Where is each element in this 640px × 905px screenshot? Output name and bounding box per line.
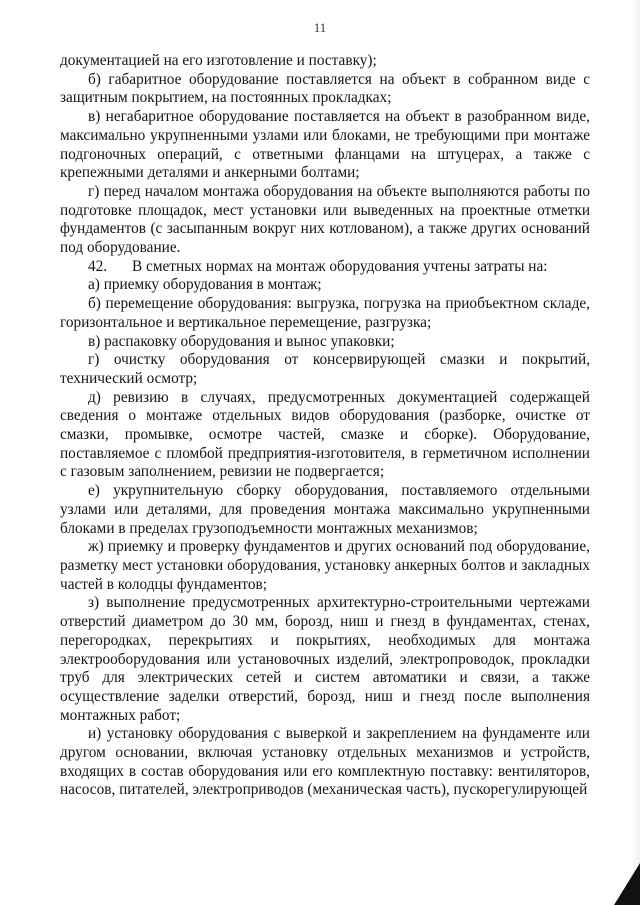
item-number: 42. bbox=[88, 257, 108, 275]
list-item-v: в) распаковку оборудования и вынос упаковки; bbox=[88, 332, 395, 350]
list-item-b: б) перемещение оборудования: выгрузка, погрузка на приобъектном складе, горизонтальное и вертикальное перемещение, разгрузка; bbox=[60, 295, 590, 331]
numbered-paragraph-text: В сметных нормах на монтаж оборудования учтены затраты на: bbox=[132, 257, 548, 275]
paragraph-b: б) габаритное оборудование поставляется на объект в собранном виде с защитным покрытием, на постоянных прокладках; bbox=[60, 70, 590, 107]
page-number: 11 bbox=[313, 20, 327, 35]
paragraph-continuation: документацией на его изготовление и поставку); bbox=[60, 52, 377, 69]
list-item-d: д) ревизию в случаях, предусмотренных документацией содержащей сведения о монтаже отдельных видов оборудования (разборке, очистке от смазки, промывке, осмотре частей, смазке и сборке). Оборудование, поставляемое с пломбой предприятия-изготовителя, в герметичном исполнении с газовым заполнением, ревизии не подвергается; bbox=[60, 388, 590, 481]
list-item-i: и) установку оборудования с выверкой и закреплением на фундаменте или другом основании, включая установку отдельных механизмов и устройств, входящих в состав оборудования или его комплектную поставку: вентиляторов, насосов, питателей, электроприводов (механическая часть), пускорегулирующей bbox=[60, 725, 590, 799]
page-edge-shadow bbox=[630, 0, 640, 905]
list-item-e: е) укрупнительную сборку оборудования, поставляемого отдельными узлами или деталями, для проведения монтажа максимально укрупненными блоками в пределах грузоподъемности монтажных механизмов; bbox=[60, 482, 590, 537]
list-item-a: а) приемку оборудования в монтаж; bbox=[88, 276, 322, 294]
document-body bbox=[60, 52, 590, 800]
list-item-zh: ж) приемку и проверку фундаментов и других оснований под оборудование, разметку мест установки оборудования, установку анкерных болтов и закладных частей в колодцы фундаментов; bbox=[60, 538, 590, 593]
numbered-paragraph-42 bbox=[60, 258, 590, 277]
list-item-z: з) выполнение предусмотренных архитектурно-строительными чертежами отверстий диаметром до 30 мм, борозд, ниш и гнезд в фундаментах, стенах, перегородках, перекрытиях и покрытиях, необходимых для монтажа электрооборудования или установочных изделий, электропроводок, прокладки труб для электрических сетей и систем автоматики и связи, а также осуществление заделки отверстий, борозд, ниш и гнезд после выполнения монтажных работ; bbox=[60, 594, 590, 724]
scan-corner-mark bbox=[614, 863, 640, 905]
paragraph-v: в) негабаритное оборудование поставляется на объект в разобранном виде, максимально укрупненными узлами или блоками, не требующими при монтаже подгоночных операций, с ответными фланцами на штуцерах, а также с крепежными деталями и анкерными болтами; bbox=[60, 108, 590, 182]
list-item-g: г) очистку оборудования от консервирующей смазки и покрытий, технический осмотр; bbox=[60, 351, 590, 387]
paragraph-g: г) перед началом монтажа оборудования на объекте выполняются работы по подготовке площадок, мест установки или выведенных на проектные отметки фундаментов (с засыпанным вокруг них котлованом), а также других оснований под оборудование. bbox=[60, 182, 590, 257]
